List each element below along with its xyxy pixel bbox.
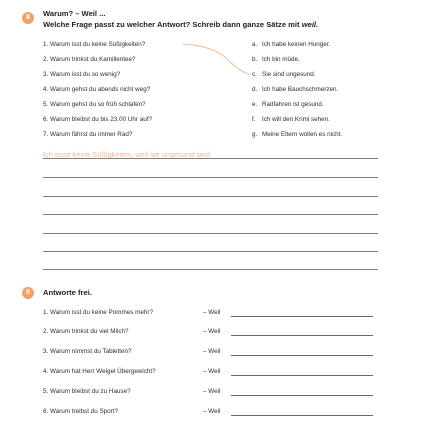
- example-sentence: Ich esse keine Süßigkeiten, weil sie ungesund sind.: [43, 150, 212, 159]
- answer-line[interactable]: [231, 395, 373, 396]
- answer-c: [252, 71, 316, 78]
- exercise-8-number: 8: [26, 14, 30, 21]
- answer-letter: e.: [252, 101, 258, 108]
- question-6: 6. Warum bleibst du bis 23.00 Uhr auf?: [43, 116, 152, 123]
- answer-f: [252, 116, 330, 123]
- answer-text: Ich will den Krimi sehen.: [262, 116, 330, 123]
- question-1: 1. Warum isst du keine Süßigkeiten?: [43, 41, 146, 48]
- answer-b: [252, 56, 300, 63]
- writing-line[interactable]: [43, 196, 378, 197]
- free-question-4: 4. Warum hat Herr Weigel Übergewicht?: [43, 368, 156, 375]
- writing-line[interactable]: [43, 177, 378, 178]
- free-question-6: 6. Warum treibst du Sport?: [43, 408, 119, 415]
- weil-label: – Weil: [203, 328, 221, 335]
- writing-line[interactable]: [43, 269, 378, 270]
- writing-line[interactable]: [43, 158, 378, 159]
- weil-label: – Weil: [203, 348, 221, 355]
- instruction-text: Welche Frage passt zu welcher Antwort? Schreib dann ganze Sätze mit: [43, 20, 300, 29]
- answer-letter: c.: [252, 71, 257, 78]
- exercise-9-title: Antworte frei.: [43, 288, 92, 297]
- exercise-9-number-badge: [22, 287, 34, 299]
- answer-text: Meine Eltern wollen es nicht.: [262, 131, 343, 138]
- answer-g: [252, 131, 342, 138]
- answer-line[interactable]: [231, 335, 373, 336]
- answer-line[interactable]: [231, 375, 373, 376]
- exercise-8-number-badge: [22, 12, 34, 24]
- answer-letter: a.: [252, 41, 258, 48]
- answer-text: Ich habe keinen Hunger.: [262, 41, 331, 48]
- weil-label: – Weil: [203, 408, 221, 415]
- free-question-2: 2. Warum trinkst du viel Milch?: [43, 328, 129, 335]
- weil-label: – Weil: [203, 309, 221, 316]
- question-5: 5. Warum gehst du so früh schlafen?: [43, 101, 146, 108]
- instruction-emphasis: weil.: [301, 20, 319, 29]
- writing-line[interactable]: [43, 214, 378, 215]
- question-7: 7. Warum fährst du immer Rad?: [43, 131, 133, 138]
- answer-d: [252, 86, 338, 93]
- answer-letter: f.: [252, 116, 256, 123]
- answer-letter: b.: [252, 56, 258, 63]
- answer-line[interactable]: [231, 355, 373, 356]
- writing-line[interactable]: [43, 233, 378, 234]
- answer-text: Ich bin müde.: [262, 56, 300, 63]
- answer-text: Sie sind ungesund.: [262, 71, 316, 78]
- free-question-5: 5. Warum bleibst du zu Hause?: [43, 388, 131, 395]
- answer-letter: d.: [252, 86, 258, 93]
- exercise-9-number: 9: [26, 289, 30, 296]
- question-4: 4. Warum gehst du abends nicht weg?: [43, 86, 151, 93]
- answer-a: [252, 41, 330, 48]
- answer-text: Radfahren ist gesund.: [262, 101, 324, 108]
- question-2: 2. Warum trinkst du Kamillentee?: [43, 56, 136, 63]
- answer-e: [252, 101, 324, 108]
- answer-line[interactable]: [231, 316, 373, 317]
- answer-letter: g.: [252, 131, 258, 138]
- writing-line[interactable]: [43, 251, 378, 252]
- weil-label: – Weil: [203, 388, 221, 395]
- answer-text: Ich habe Bauchschmerzen.: [262, 86, 339, 93]
- exercise-8-title: Warum? – Weil ...: [43, 9, 106, 18]
- exercise-8-instruction: [43, 20, 318, 29]
- free-question-1: 1. Warum isst du keine Pommes mehr?: [43, 309, 153, 316]
- weil-label: – Weil: [203, 368, 221, 375]
- question-3: 3. Warum isst du so wenig?: [43, 71, 121, 78]
- free-question-3: 3. Warum nimmst du Tabletten?: [43, 348, 132, 355]
- answer-line[interactable]: [231, 415, 373, 416]
